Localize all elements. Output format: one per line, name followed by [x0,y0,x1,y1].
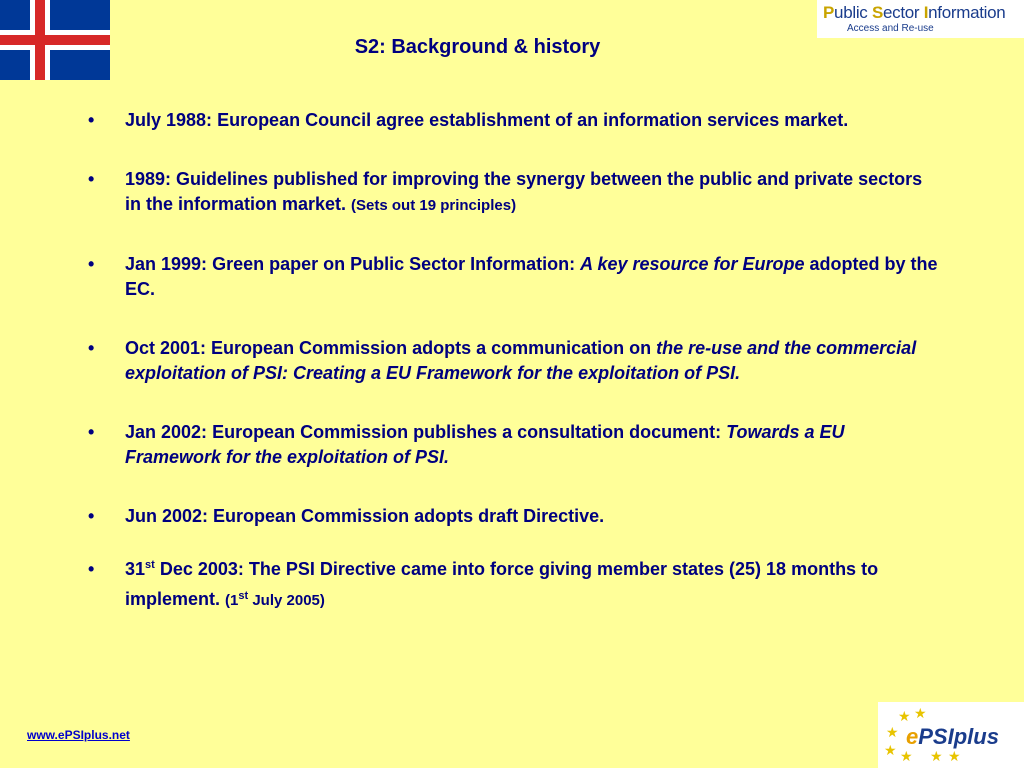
bullet-icon: • [88,422,95,442]
star-icon: ★ [886,724,899,740]
epsiplus-logo [878,702,1024,768]
bullet-item: • Jan 1999: Green paper on Public Sector Information: A key resource for Europe adopted by the EC. [88,254,938,299]
psi-logo [817,0,1024,38]
bullet-icon: • [88,559,95,579]
bullet-note: (1st July 2005) [225,590,325,609]
star-icon: ★ [930,748,943,764]
bullet-item: • Jun 2002: European Commission adopts draft Directive. [88,504,938,529]
bullet-icon: • [88,110,95,130]
star-icon: ★ [884,742,897,758]
bullet-item: • 1989: Guidelines published for improving the synergy between the public and private sectors in the information market. (Sets out 19 principles) [88,169,923,214]
star-icon: ★ [914,705,927,721]
psi-logo-line1: Public Sector Information [823,3,1006,22]
bullet-icon: • [88,169,95,189]
star-icon: ★ [898,708,911,724]
bullet-icon: • [88,506,95,526]
bullet-item: • Oct 2001: European Commission adopts a communication on the re-use and the commercial exploitation of PSI: Creating a EU Framework for the exploitation of PSI. [88,338,917,383]
psi-logo-line2: Access and Re-use [847,23,934,34]
footer-website-link[interactable]: www.ePSIplus.net [27,728,130,742]
bullet-item: • 31st Dec 2003: The PSI Directive came into force giving member states (25) 18 months to implement. (1st July 2005) [88,554,938,616]
star-icon: ★ [948,748,961,764]
star-icon: ★ [900,748,913,764]
slide-title: S2: Background & history [354,36,601,58]
bullet-item: • July 1988: European Council agree establishment of an information services market. [88,108,938,133]
bullet-item: • Jan 2002: European Commission publishes a consultation document: Towards a EU Framework for the exploitation of PSI. [88,422,845,467]
bullet-icon: • [88,254,95,274]
bullet-list [88,108,938,616]
bullet-icon: • [88,338,95,358]
epsiplus-wordmark: ePSIplus [906,724,999,749]
